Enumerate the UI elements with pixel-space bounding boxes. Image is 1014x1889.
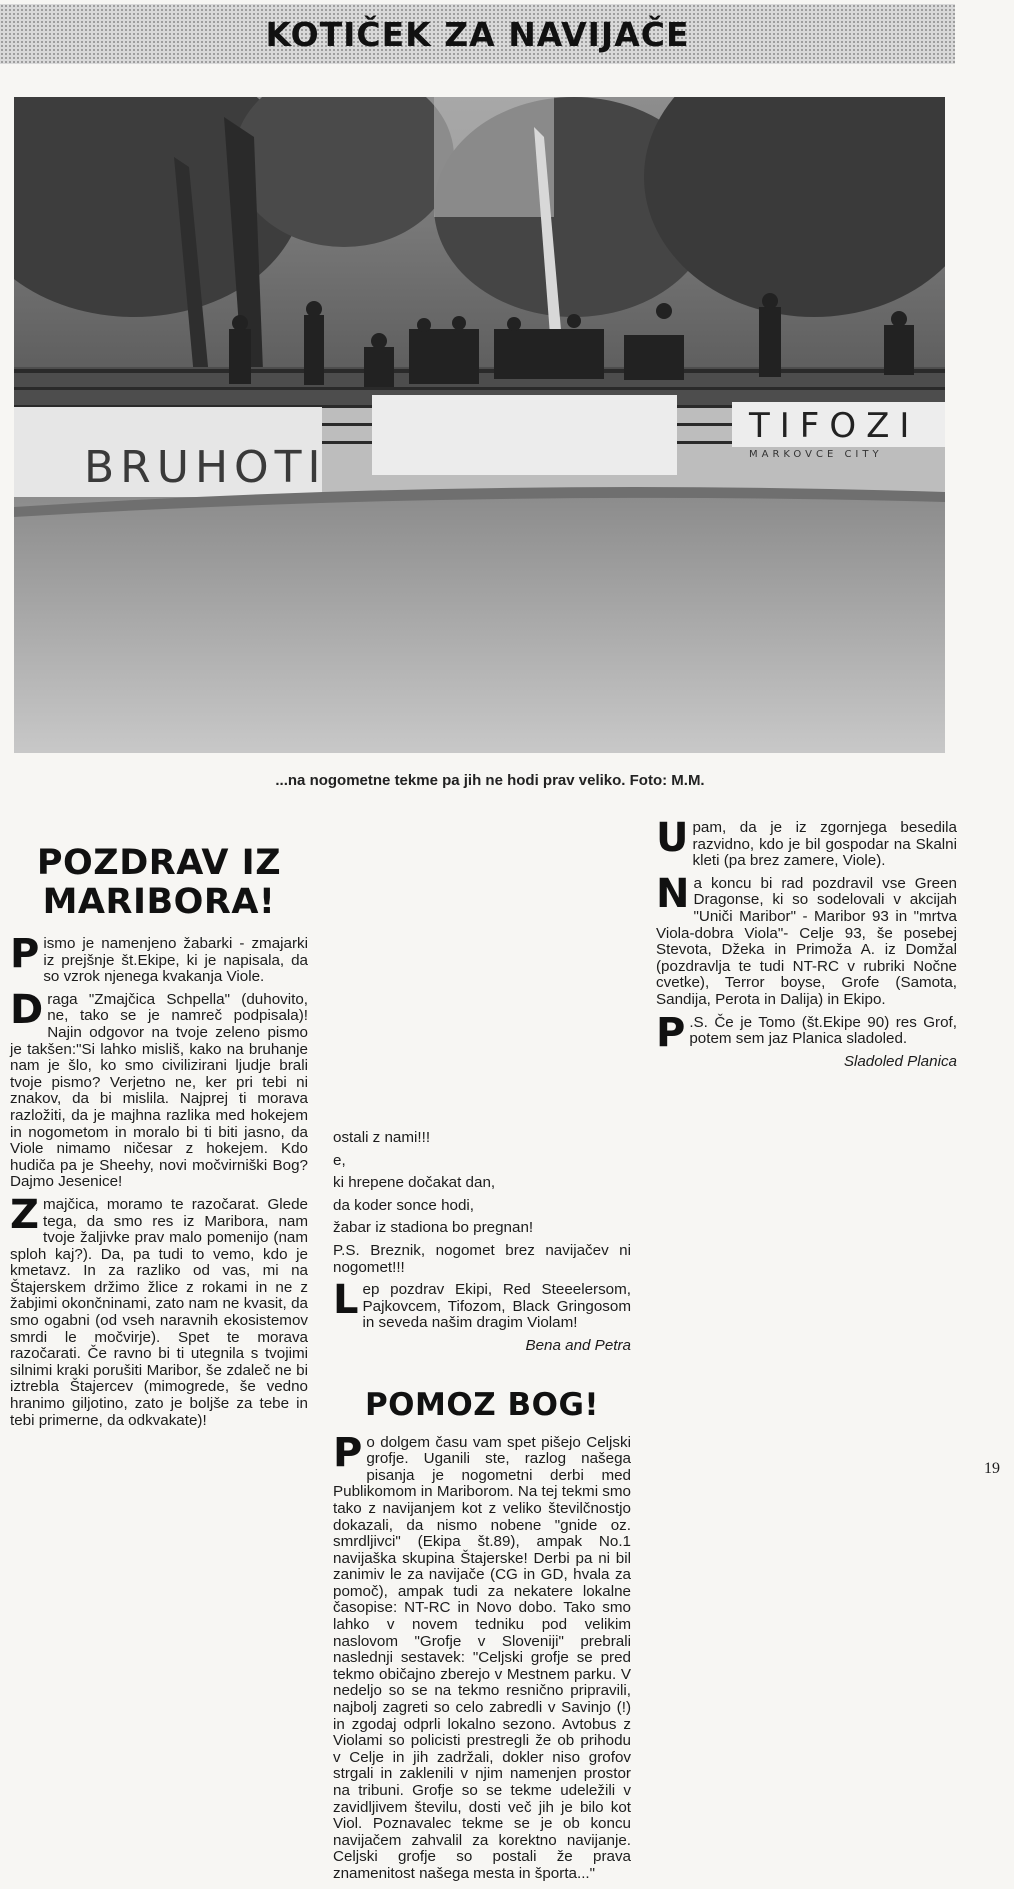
poem-line: ki hrepene dočakat dan, [333,1174,496,1192]
dropcap: D [10,986,44,1033]
banner-right-subtext: MARKOVCE CITY [749,449,883,460]
article2-headline: POMOZ BOG! [364,1386,600,1423]
poem-line: da koder sonce hodi, [333,1196,475,1214]
dropcap: P [10,931,40,977]
poem-line: ostali z nami!!! [333,1129,431,1146]
article1-signature: Bena and Petra [525,1336,631,1354]
banner-left-text: BRUHOTI [84,442,327,493]
article2-paragraph-4: P .S. Če je Tomo (št.Ekipe 90) res Grof, potem sem jaz Planica sladoled. [656,1009,957,1056]
section-header [0,4,955,64]
page-number: 19 [984,1460,1000,1477]
dropcap: P [333,1429,363,1476]
dropcap: L [333,1277,359,1324]
column-2 [333,820,631,1889]
section-title: KOTIČEK ZA NAVIJAČE [265,14,690,54]
article1-paragraph-1: Pismo je namenjeno žabarki - zmajarki iz prejšnje št.Ekipe, ki je napisala, da so vzrok njenega kvakanja Viole. [10,931,308,986]
article1-paragraph-4: Lep pozdrav Ekipi, Red Steeelersom, Pajkovcem, Tifozom, Black Gringosom in seveda našim dragim Violam! [333,1277,631,1332]
dropcap: Z [10,1191,40,1238]
article1-headline: POZDRAV IZ MARIBORA! [36,843,282,922]
article1-ps: P.S. Breznik, nogomet brez navijačev ni nogomet!!! [333,1241,631,1276]
stadium-photo [14,97,945,753]
article1-poem [333,1130,631,1237]
dropcap: P [656,1009,686,1056]
column-1 [10,820,308,1435]
poem-line: e, [333,1151,346,1169]
photo-caption: ...na nogometne tekme pa jih ne hodi prav veliko. Foto: M.M. [275,772,705,789]
article2-paragraph-2: Upam, da je iz zgornjega besedila razvidno, kdo je bil gospodar na Skalni kleti (pa brez zamere, Viole). [656,815,957,870]
column-3 [656,815,957,1076]
dropcap: U [656,815,689,861]
article1-paragraph-2: Draga "Zmajčica Schpella" (duhovito, ne, tako se je namreč podpisala)! Najin odgovor na tvoje zeleno pismo je takšen:"Si lahko misliš, kako na bruhanje nam je šlo, ko smo civilizirani ljudje brali tvoje pismo? Verjetno ne, ker pri tebi ni znakov, da bi mislila. Najprej ti morava razložiti, da je majhna razlika med hokejem in nogometom in moralo bi ti biti jasno, da Viole nimamo ničesar z hokejem. Kdo hudiča pa je Sheehy, novi močvirniški Bog? Dajmo Jesenice! [10,986,308,1191]
banner-right-text: TIFOZI [749,406,920,446]
article2-paragraph-3: Na koncu bi rad pozdravil vse Green Dragonse, ki so sodelovali v akcijah "Uniči Maribor" - Maribor 93 in "mrtva Viola-dobra Viola"- Celje 93, še posebej Stevota, Džeka in Primoža A. iz Domžal (pozdravlja te tudi NT-RC v rubriki Nočne cvetke), Terror boyse, Grofe (Samota, Sandija, Perota in Dalija) in Ekipo. [656,870,957,1008]
article1-paragraph-3: Zmajčica, moramo te razočarat. Glede tega, da smo res iz Maribora, nam tvoje žaljivke prav malo pomenijo (nam sploh kaj?). Da, pa tudi to vemo, kdo je kmetavz. In za razliko od vas, mi na Štajerskem držimo žlice z rokami in ne z žabjimi okončninami, zato nam ne kvasit, da smo ogabni (od vseh naravnih ekosistemov smrdi le močvirje). Spet te morava razočarati. Če ravno bi ti utegnila s tvojimi silnimi kraki porušiti Maribor, še zdaleč ne bi iztrebla Štajercev (mimogrede, še vedno hranimo giljotino, zato je boljše za tebe in tebi primerne, da odkvakate)! [10,1191,308,1429]
article2-paragraph-1: Po dolgem času vam spet pišejo Celjski grofje. Uganili ste, razlog našega pisanja je nogometni derbi med Publikomom in Mariborom. Na tej tekmi smo tako z navijanjem kot z veliko številčnostjo dokazali, da nismo nobene "gnide oz. smrdljivci" (Ekipa št.89), ampak No.1 navijaška skupina Štajerske! Derbi pa ni bil zanimiv le za navijače (CG in GD, hvala za pomoč), ampak tudi za nekatere lokalne časopise: NT-RC in Novo dobo. Tako smo lahko v novem tedniku pod velikim naslovom "Grofje v Sloveniji" prebrali naslednji sestavek: "Celjski grofje se pred tekmo običajno zberejo v Mestnem parku. V nedeljo so se na tekmo resnično pripravili, najbolj zagreti so celo zabredli v Savinjo (!) in zgodaj odprli lokalno sezono. Avtobus z Violami so policisti prestregli že ob prihodu v Celje in jih zadržali, dokler niso grofov strgali in zaklenili v njim namenjen prostor na tribuni. Grofje so se tekme udeležili v zavidljivem številu, dosti več jih je bilo kot Viol. Poznavalec tekme se je ob koncu navijačem zahvalil za korektno navijanje. Celjski grofje so postali že prava znamenitost našega mesta in športa..." [333,1429,631,1882]
poem-line: žabar iz stadiona bo pregnan! [333,1219,534,1237]
article2-signature: Sladoled Planica [843,1052,957,1070]
dropcap: N [656,870,690,917]
